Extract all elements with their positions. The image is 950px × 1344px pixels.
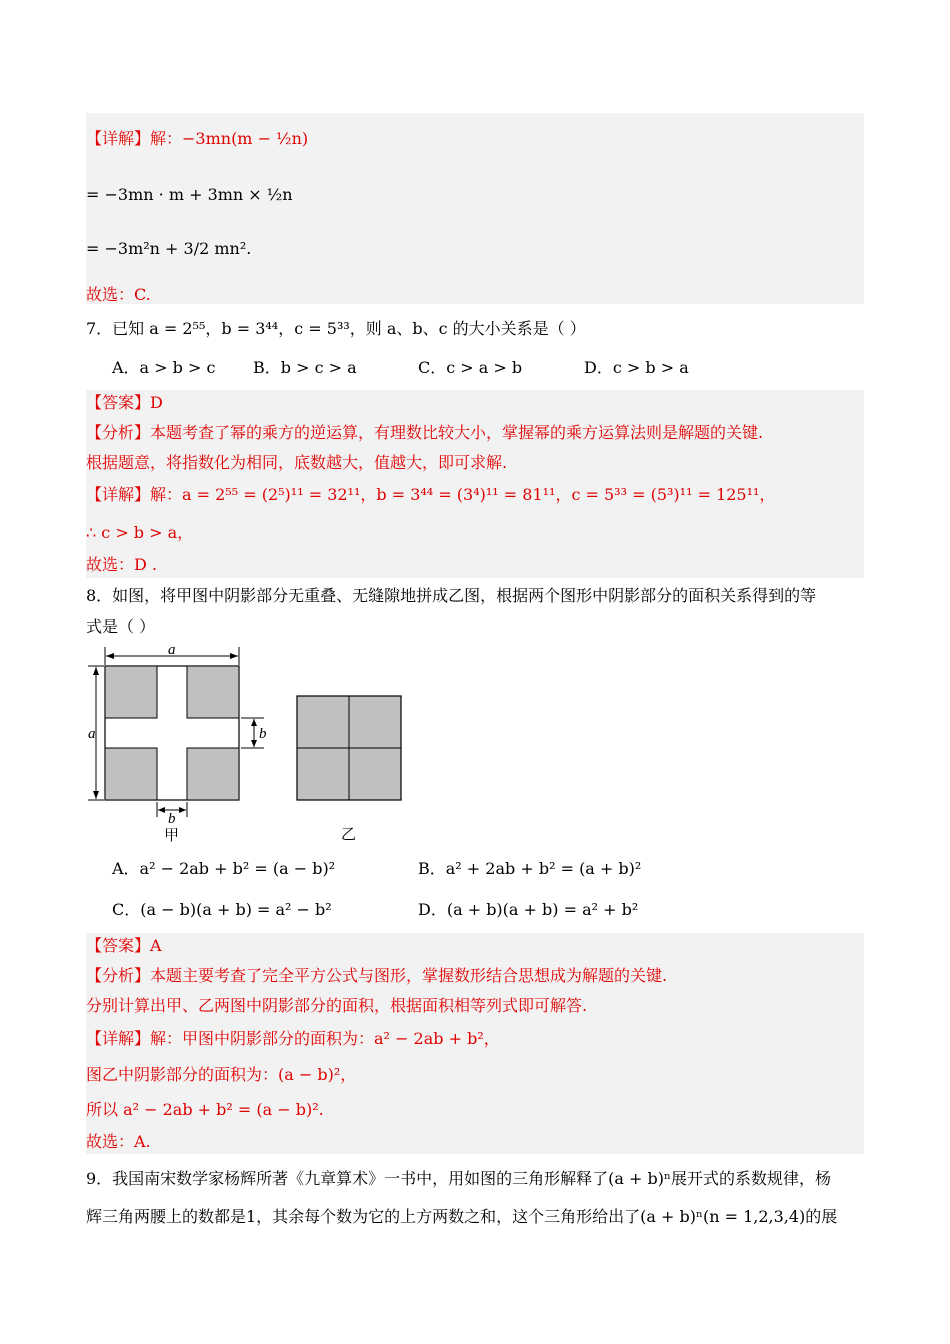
q8-analysis1: 【分析】本题主要考查了完全平方公式与图形，掌握数形结合思想成为解题的关键.: [86, 966, 668, 985]
q8-option-c: C．(a − b)(a + b) = a² − b²: [112, 900, 332, 919]
q8-stem-line2: 式是（ ）: [86, 617, 156, 636]
q7-choice: 故选：D .: [86, 555, 158, 574]
q7-detail2: ∴ c > b > a，: [86, 523, 194, 542]
q7-answer: 【答案】D: [86, 393, 163, 412]
q8-option-b: B．a² + 2ab + b² = (a + b)²: [418, 859, 642, 878]
figure-yi-label: 乙: [341, 827, 357, 843]
q7-option-d: D．c > b > a: [584, 358, 689, 377]
q8-analysis2: 分别计算出甲、乙两图中阴影部分的面积，根据面积相等列式即可解答.: [86, 996, 588, 1015]
dim-a-left: a: [88, 726, 96, 742]
figure-jia-label: 甲: [164, 828, 180, 844]
q8-answer: 【答案】A: [86, 936, 162, 955]
figure-jia: [84, 645, 274, 845]
figure-yi: [296, 695, 404, 845]
q8-option-a: A．a² − 2ab + b² = (a − b)²: [112, 859, 336, 878]
q8-detail3: 所以 a² − 2ab + b² = (a − b)².: [86, 1100, 324, 1119]
q6-detail-line1: 【详解】解：−3mn(m − ½n): [86, 129, 309, 148]
q7-analysis2: 根据题意，将指数化为相同，底数越大，值越大，即可求解.: [86, 453, 508, 472]
dim-b-right: b: [259, 726, 267, 742]
q6-detail-line2: = −3mn · m + 3mn × ½n: [86, 185, 293, 204]
q7-stem: 7．已知 a = 2⁵⁵，b = 3⁴⁴，c = 5³³，则 a、b、c 的大小关系是（ ）: [86, 319, 586, 338]
q7-analysis1: 【分析】本题考查了幂的乘方的逆运算，有理数比较大小，掌握幂的乘方运算法则是解题的关键.: [86, 423, 764, 442]
q8-detail2: 图乙中阴影部分的面积为：(a − b)²，: [86, 1065, 357, 1084]
q7-option-c: C．c > a > b: [418, 358, 523, 377]
q8-choice: 故选：A.: [86, 1132, 151, 1151]
q8-stem-line1: 8．如图，将甲图中阴影部分无重叠、无缝隙地拼成乙图，根据两个图形中阴影部分的面积关系得到的等: [86, 586, 817, 605]
q9-line1: 9．我国南宋数学家杨辉所著《九章算术》一书中，用如图的三角形解释了(a + b)ⁿ展开式的系数规律，杨: [86, 1169, 831, 1188]
q6-detail-line3: = −3m²n + 3/2 mn².: [86, 239, 252, 258]
q7-option-a: A．a > b > c: [112, 358, 216, 377]
q7-detail1: 【详解】解：a = 2⁵⁵ = (2⁵)¹¹ = 32¹¹，b = 3⁴⁴ = (3⁴)¹¹ = 81¹¹，c = 5³³ = (5³)¹¹ = 125¹¹，: [86, 485, 776, 504]
q8-detail1: 【详解】解：甲图中阴影部分的面积为：a² − 2ab + b²，: [86, 1029, 500, 1048]
dim-b-bottom: b: [168, 811, 176, 827]
q9-line2: 辉三角两腰上的数都是1，其余每个数为它的上方两数之和，这个三角形给出了(a + b)ⁿ(n = 1,2,3,4)的展: [86, 1207, 838, 1226]
q6-choice: 故选：C.: [86, 285, 151, 304]
q7-option-b: B．b > c > a: [253, 358, 357, 377]
q8-option-d: D．(a + b)(a + b) = a² + b²: [418, 900, 639, 919]
dim-a-top: a: [168, 645, 176, 658]
